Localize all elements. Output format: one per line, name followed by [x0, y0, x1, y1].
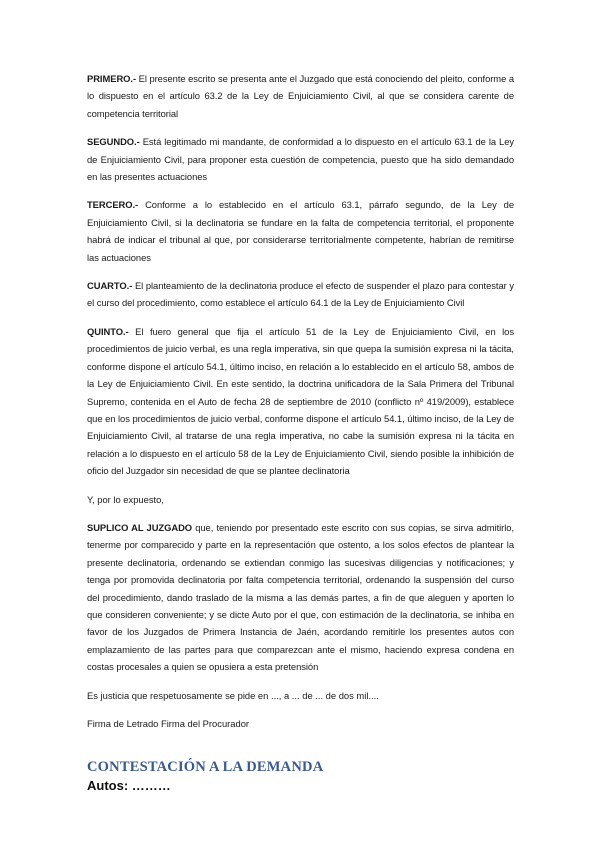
- paragraph-text: El planteamiento de la declinatoria produce el efecto de suspender el plazo para contestar y el curso del procedimiento, como establece el artículo 64.1 de la Ley de Enjuiciamiento Civil: [87, 280, 514, 309]
- section-title: CONTESTACIÓN A LA DEMANDA: [87, 759, 324, 776]
- paragraph-tercero: [87, 196, 514, 266]
- suplico-text: que, teniendo por presentado este escrito con sus copias, se sirva admitirlo, tenerme por comparecido y parte en la representación que ostento, a los solos efectos de plantear la presente declinatoria, ordenando se extiendan conmigo las sucesivas diligencias y notificaciones; y tenga por promovida declinatoria por falta competencia territorial, ordenando la suspensión del curso del procedimiento, dando traslado de la misma a las demás partes, a fin de que aleguen y aporten lo que consideren conveniente; y se dicte Auto por el que, con estimación de la declinatoria, se inhiba en favor de los Juzgados de Primera Instancia de Jaén, acordando remitirle los presentes autos con emplazamiento de las partes para que comparezcan ante el mismo, haciendo expresa condena en costas procesales a quien se opusiera a esta pretensión: [87, 521, 515, 673]
- paragraph-suplico: [87, 519, 514, 676]
- paragraph-lead: SEGUNDO.-: [87, 136, 140, 148]
- suplico-lead: SUPLICO AL JUZGADO: [87, 521, 193, 533]
- paragraph-primero: [87, 70, 514, 122]
- paragraph-lead: TERCERO.-: [87, 199, 139, 211]
- paragraph-text: Está legitimado mi mandante, de conformidad a lo dispuesto en el artículo 63.1 de la Ley de Enjuiciamiento Civil, para proponer esta cuestión de competencia, puesto que ha sido demandado en las presentes actuaciones: [87, 136, 514, 183]
- paragraph-text: El presente escrito se presenta ante el Juzgado que está conociendo del pleito, conforme a lo dispuesto en el artículo 63.2 de la Ley de Enjuiciamiento Civil, al que se considera carente de competencia territorial: [87, 73, 514, 119]
- paragraph-quinto: [87, 323, 514, 480]
- transition-text: Y, por lo expuesto,: [87, 493, 164, 505]
- paragraph-lead: QUINTO.-: [87, 325, 129, 337]
- autos-label: Autos: ………: [87, 778, 171, 794]
- paragraph-segundo: [87, 133, 514, 185]
- paragraph-text: El fuero general que fija el artículo 51 de la Ley de Enjuiciamiento Civil, en los procedimientos de juicio verbal, es una regla imperativa, sin que quepa la sumisión expresa ni la tácita, conforme dispone el artículo 54.1, último inciso, en relación a lo establecido en el artículo 58, ambos de la Ley de Enjuiciamiento Civil. En este sentido, la doctrina unificadora de la Sala Primera del Tribunal Supremo, contenida en el Auto de fecha 28 de septiembre de 2010 (conflicto nº 419/2009), establece que en los procedimientos de juicio verbal, conforme dispone el artículo 54.1, último inciso, de la Ley de Enjuiciamiento Civil, al tratarse de una regla imperativa, no cabe la sumisión expresa ni la tácita en relación a lo dispuesto en el artículo 58 de la Ley de Enjuiciamiento Civil, siendo posible la inhibición de oficio del Juzgador sin necesidad de que se plantee declinatoria: [87, 325, 514, 477]
- closing-text: Es justicia que respetuosamente se pide en ..., a ... de ... de dos mil....: [87, 689, 379, 701]
- paragraph-lead: PRIMERO.-: [87, 73, 137, 84]
- paragraph-lead: CUARTO.-: [87, 280, 133, 292]
- signature-line: Firma de Letrado Firma del Procurador: [87, 718, 250, 729]
- paragraph-text: Conforme a lo establecido en el artículo 63.1, párrafo segundo, de la Ley de Enjuiciamiento Civil, si la declinatoria se fundare en la falta de competencia territorial, el proponente habrá de indicar el tribunal al que, por considerarse territorialmente competente, habrían de remitirse las actuaciones: [87, 199, 514, 263]
- paragraph-cuarto: [87, 277, 514, 312]
